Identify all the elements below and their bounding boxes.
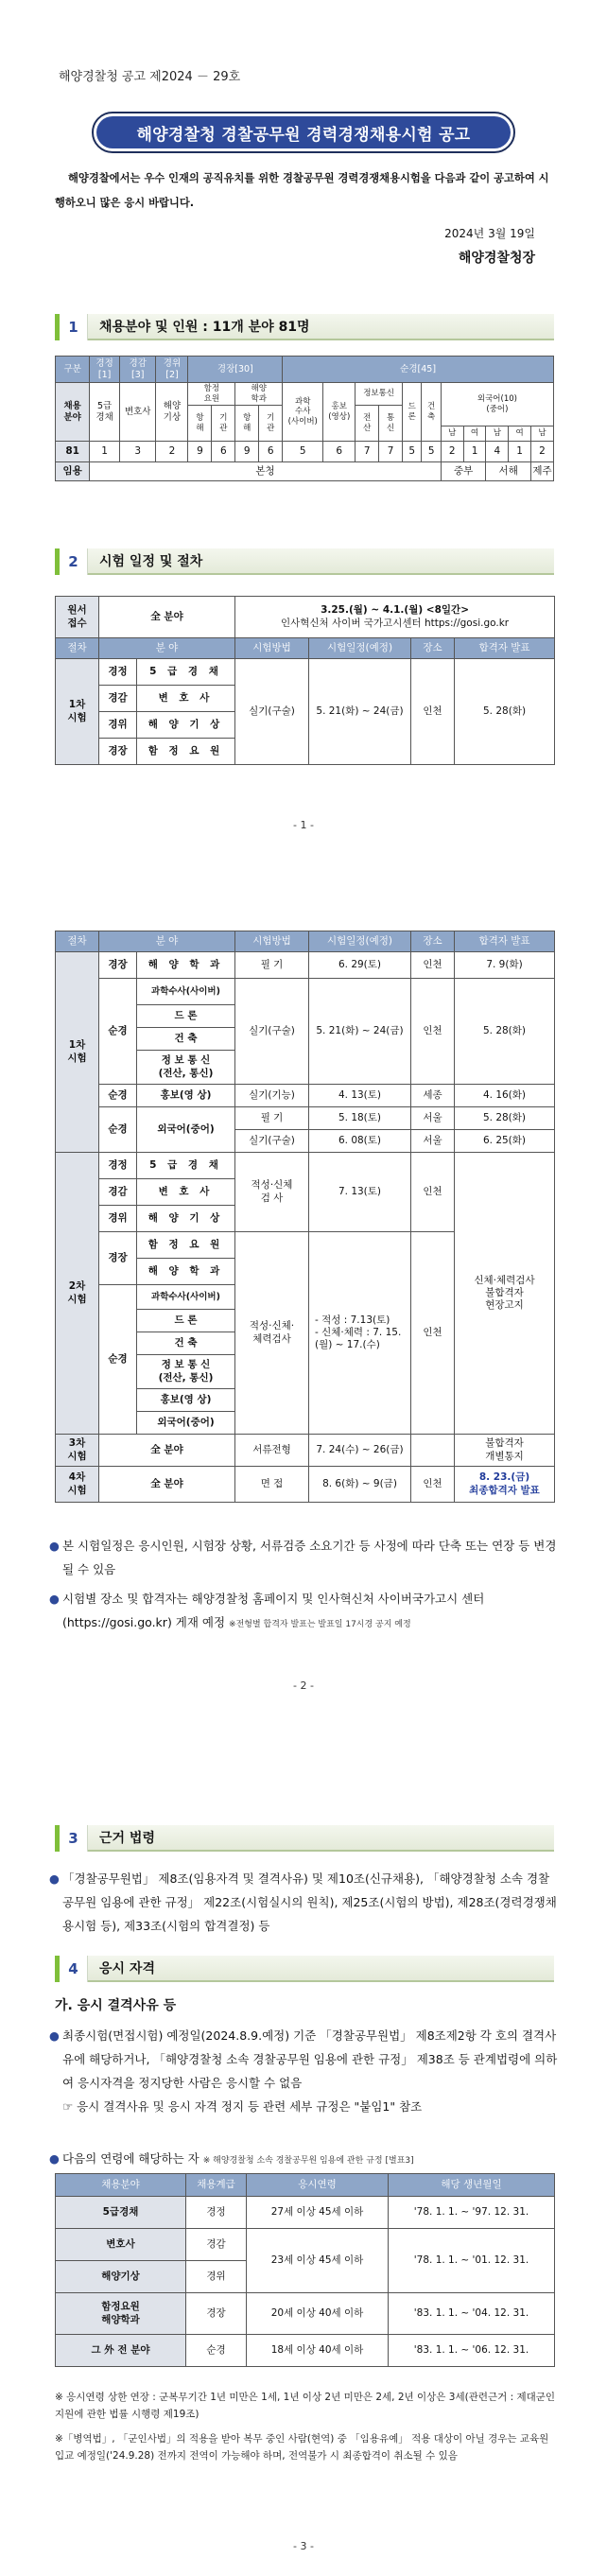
cell-hang: 항 해 [188,406,212,442]
count-cell: 5 [403,442,422,462]
wonseo-site: 인사혁신처 사이버 국가고시센터 https://gosi.go.kr [280,617,510,629]
section-number: 1 [60,314,88,340]
col-place: 장소 [411,638,455,659]
note-text: 시험별 장소 및 합격자는 해양경찰청 홈페이지 및 인사혁신처 사이버국가고시 센터(https://gosi.go.kr) 게재 예정 [62,1592,485,1629]
col-place: 장소 [411,931,455,952]
cell-seohae: 서해 [486,462,531,481]
date-cell: 6. 29(토) [309,952,411,979]
cell-gunchuk: 건 축 [422,383,441,442]
col-field: 채용분야 [56,2174,186,2197]
date-cell: 5. 21(화) ~ 24(금) [309,659,411,765]
cell-jeon: 전 산 [356,406,379,442]
col-result: 합격자 발표 [455,931,555,952]
place-cell: 서울 [411,1107,455,1130]
rank-cell: 순경 [99,1085,137,1107]
rank-cell: 경장 [99,739,137,765]
count-cell: 4 [486,442,509,462]
date-cell: 7. 13(토) [309,1153,411,1232]
result-cell: 불합격자 개별통지 [455,1435,555,1467]
age-birth: '78. 1. 1. ~ '01. 12. 31. [389,2229,555,2293]
stage-1: 1차 시험 [56,952,99,1153]
count-cell: 6 [212,442,235,462]
col-date: 시험일정(예정) [309,638,411,659]
col-gubun: 구분 [56,357,90,383]
field-cell: 과학수사(사이버) [137,1285,235,1310]
cell-jeongbo: 정보통신 [356,383,403,406]
result-cell: 5. 28(화) [455,1107,555,1130]
age-birth: '83. 1. 1. ~ '06. 12. 31. [389,2335,555,2367]
cell-bonjeong: 본청 [90,462,442,481]
qual-item [49,2147,558,2173]
final-date: 8. 23.(금) [478,1471,530,1484]
age-birth: '83. 1. 1. ~ '04. 12. 31. [389,2293,555,2335]
section-number: 4 [60,1956,88,1982]
result-cell: 7. 9(화) [455,952,555,979]
footnote-1: ※ 응시연령 상한 연장 : 군복무기간 1년 미만은 1세, 1년 이상 2년 미만은 2세, 2년 이상은 3세(관련근거 : 제대군인지원에 관한 법률 시행령 제19조) [55,2392,556,2420]
method-cell: 실기(기능) [235,1085,309,1107]
age-table [55,2173,555,2367]
col-method: 시험방법 [235,638,309,659]
age-rank: 경감 [186,2229,247,2261]
field-cell: 해 양 기 상 [137,712,235,739]
cell-gwahak: 과학 수사 (사이버) [283,383,323,442]
cell-lawyer: 변호사 [119,383,156,442]
place-cell [411,1435,455,1467]
notice-number: 해양경찰청 공고 제2024 － 29호 [59,70,241,84]
place-cell: 인천 [411,952,455,979]
rank-cell: 순경 [99,1285,137,1435]
bullet-icon: ● [49,1592,60,1606]
page-number-2: - 2 - [293,1680,314,1692]
cell-drone: 드 론 [403,383,422,442]
law-text: 「경찰공무원법」 제8조(임용자격 및 결격사유) 및 제10조(신규채용), 「해양경찰청 소속 경찰공무원 임용에 관한 규정」 제22조(시험실시의 원칙), 제25조(시험의 방법), 제28조(경력경쟁채용시험 등), 제33조(시험의 합격결정) 등 [62,1871,557,1933]
age-rank: 경장 [186,2293,247,2335]
date-cell: - 적성 : 7.13(토) - 신체·체력 : 7. 15. (월) ~ 17.(수) [309,1232,411,1435]
schedule-table-1 [55,596,555,765]
section-3-header [55,1825,554,1852]
cell-haeyang: 해양 학과 [235,383,283,406]
page-number-3: - 3 - [293,2540,314,2552]
cell-tong: 통 신 [379,406,403,442]
col-sungyeong: 순경[45] [283,357,554,383]
sub-heading: 가. 응시 결격사유 등 [55,1998,177,2013]
schedule-table-2 [55,931,555,1503]
date-cell: 8. 6(화) ~ 9(금) [309,1467,411,1503]
qual-text: 최종시험(면접시험) 예정일(2024.8.9.예정) 기준 「경찰공무원법」 제8조제2항 각 호의 결격사유에 해당하거나, 「해양경찰청 소속 경찰공무원 임용에 관한 규정」 제38조 등 관계법령에 의하여 응시자격을 정지당한 사람은 응시할 수 없음 [62,2028,558,2090]
result-cell: 신체·체력검사 불합격자 현장고지 [455,1153,555,1435]
method-cell: 적성·신체· 체력검사 [235,1232,309,1435]
age-field: 함정요원 해양학과 [56,2293,186,2335]
bullet-icon: ● [49,1539,60,1553]
col-birth: 해당 생년월일 [389,2174,555,2197]
date-cell: 5. 18(토) [309,1107,411,1130]
rank-cell: 경감 [99,1179,137,1206]
cell-imyong: 임용 [56,462,90,481]
section-number: 3 [60,1825,88,1852]
count-cell: 9 [235,442,259,462]
col-gyeongwi: 경위 [2] [156,357,188,383]
age-rank: 경정 [186,2197,247,2229]
page-title: 해양경찰청 경찰공무원 경력경쟁채용시험 공고 [96,116,511,148]
col-date: 시험일정(예정) [309,931,411,952]
col-gyeonggam: 경감 [3] [119,357,156,383]
count-cell: 1 [463,442,486,462]
stage-2: 2차 시험 [56,1153,99,1435]
count-cell: 7 [379,442,403,462]
place-cell: 서울 [411,1130,455,1153]
date-cell: 4. 13(토) [309,1085,411,1107]
date-cell: 7. 24(수) ~ 26(금) [309,1435,411,1467]
place-cell: 인천 [411,1467,455,1503]
field-cell: 건 축 [137,1028,235,1051]
method-cell: 면 접 [235,1467,309,1503]
result-cell: 4. 16(화) [455,1085,555,1107]
section-title: 근거 법령 [88,1825,554,1852]
age-rank: 경위 [186,2261,247,2293]
field-cell: 변 호 사 [137,686,235,712]
age-range: 18세 이상 40세 이하 [247,2335,389,2367]
field-cell: 홍보(영 상) [137,1085,235,1107]
rank-cell: 경장 [99,1232,137,1285]
field-cell: 과학수사(사이버) [137,979,235,1005]
age-field: 해양기상 [56,2261,186,2293]
place-cell: 인천 [411,1232,455,1435]
place-cell: 인천 [411,979,455,1085]
place-cell: 인천 [411,1153,455,1232]
qual-text: 다음의 연령에 해당하는 자 [62,2151,199,2166]
qual-sub: ☞ 응시 결격사유 및 응시 자격 정지 등 관련 세부 규정은 "붙임1" 참조 [62,2099,423,2114]
wonseo-period: 3.25.(월) ~ 4.1.(월) <8일간> [321,604,469,617]
rank-cell: 경정 [99,1153,137,1179]
note-small: ※전형별 합격자 발표는 발표일 17시경 공지 예정 [229,1620,411,1629]
col-step: 절차 [56,638,99,659]
age-birth: '78. 1. 1. ~ '97. 12. 31. [389,2197,555,2229]
cell-5geup: 5급 경채 [90,383,120,442]
cell-yeo2: 여 [509,426,531,442]
intro-text: 해양경찰에서는 우수 인재의 공직유치를 위한 경찰공무원 경력경쟁채용시험을 다음과 같이 공고하여 시행하오니 많은 응시 바랍니다. [55,172,549,209]
field-cell: 5 급 경 채 [137,659,235,686]
section-title: 응시 자격 [88,1956,554,1982]
count-cell: 9 [188,442,212,462]
footnote-2: ※「병역법」, 「군인사법」의 적용을 받아 복무 중인 사람(현역) 중 「임용유예」 적용 대상이 아닐 경우는 교육원 입교 예정일('24.9.28) 전까지 전역이 가능해야 하며, 전역불가 시 최종합격이 취소될 수 있음 [55,2433,549,2462]
rank-cell: 경위 [99,712,137,739]
method-cell: 필 기 [235,952,309,979]
cell-sea-weather: 해양 기상 [156,383,188,442]
section-1-header [55,314,554,340]
field-cell: 변 호 사 [137,1179,235,1206]
note-item [49,1534,558,1581]
result-cell: 5. 28(화) [455,659,555,765]
row-field-label: 채용 분야 [56,383,90,442]
method-cell: 적성·신체 검 사 [235,1153,309,1232]
col-field: 분 야 [99,638,235,659]
age-field: 변호사 [56,2229,186,2261]
rank-cell: 경위 [99,1206,137,1232]
cell-wonseo-info [235,597,555,638]
age-rank: 순경 [186,2335,247,2367]
count-cell: 2 [441,442,463,462]
note-text: 본 시험일정은 응시인원, 시험장 상황, 서류검증 소요기간 등 사정에 따라 단축 또는 연장 등 변경될 수 있음 [62,1539,557,1576]
col-step: 절차 [56,931,99,952]
field-cell: 외국어(중어) [137,1412,235,1435]
date-cell: 5. 21(화) ~ 24(금) [309,979,411,1085]
rank-cell: 경감 [99,686,137,712]
cell-foreign: 외국어(10) (중어) [441,383,553,426]
stage-3: 3차 시험 [56,1435,99,1467]
bullet-icon: ● [49,1871,60,1886]
place-cell: 세종 [411,1085,455,1107]
cell-jeju: 제주 [530,462,553,481]
cell-all-field: 全 분야 [99,597,235,638]
field-cell: 全 분야 [99,1467,235,1503]
method-cell: 실기(구술) [235,659,309,765]
field-cell: 드 론 [137,1005,235,1028]
method-cell: 실기(구술) [235,1130,309,1153]
count-cell: 1 [509,442,531,462]
cell-hongbo: 홍보 (영상) [323,383,356,442]
date-cell: 6. 08(토) [309,1130,411,1153]
col-rank: 채용계급 [186,2174,247,2197]
count-cell: 2 [530,442,553,462]
field-cell: 홍보(영 상) [137,1389,235,1412]
field-cell: 외국어(중어) [137,1107,235,1153]
field-cell: 해 양 기 상 [137,1206,235,1232]
stage-4: 4차 시험 [56,1467,99,1503]
col-result: 합격자 발표 [455,638,555,659]
rank-cell: 순경 [99,1107,137,1153]
field-cell: 해 양 학 과 [137,1259,235,1285]
section-4-header [55,1956,554,1982]
cell-nam: 남 [441,426,463,442]
field-cell: 5 급 경 채 [137,1153,235,1179]
qual-note: ※ 해양경찰청 소속 경찰공무원 임용에 관한 규정 [별표3] [202,2156,414,2166]
title-frame [92,112,515,153]
field-cell: 해 양 학 과 [137,952,235,979]
result-cell: 5. 28(화) [455,979,555,1085]
col-gyeongjang: 경장[30] [188,357,283,383]
section-title: 시험 일정 및 절차 [88,548,554,575]
count-cell: 5 [422,442,441,462]
count-cell: 3 [119,442,156,462]
rank-cell: 경장 [99,952,137,979]
final-label: 최종합격자 발표 [469,1484,540,1496]
col-gyeongjeong: 경정 [1] [90,357,120,383]
section-number: 2 [60,548,88,575]
cell-gi: 기 관 [212,406,235,442]
count-cell: 6 [259,442,283,462]
field-cell: 정 보 통 신 (전산, 통신) [137,1051,235,1085]
col-field: 분 야 [99,931,235,952]
col-method: 시험방법 [235,931,309,952]
cell-hang2: 항 해 [235,406,259,442]
count-cell: 6 [323,442,356,462]
result-cell [455,1467,555,1503]
age-field: 5급경채 [56,2197,186,2229]
age-range: 23세 이상 45세 이하 [247,2229,389,2293]
bullet-icon: ● [49,2028,60,2043]
method-cell: 실기(구술) [235,979,309,1085]
field-cell: 함 정 요 원 [137,739,235,765]
rank-cell: 순경 [99,979,137,1085]
law-item [49,1867,558,1938]
count-cell: 2 [156,442,188,462]
section-2-header [55,548,554,575]
col-age: 응시연령 [247,2174,389,2197]
qual-item [49,2024,558,2118]
note-item [49,1587,558,1637]
signer: 해양경찰청장 [458,251,535,266]
recruit-table [55,356,554,481]
result-cell: 6. 25(화) [455,1130,555,1153]
count-cell: 7 [356,442,379,462]
field-cell: 全 분야 [99,1435,235,1467]
age-field: 그 外 전 분야 [56,2335,186,2367]
cell-hamjeong: 함정 요원 [188,383,235,406]
stage-1: 1차 시험 [56,659,99,765]
cell-nam3: 남 [530,426,553,442]
bullet-icon: ● [49,2151,60,2166]
method-cell: 필 기 [235,1107,309,1130]
age-range: 27세 이상 45세 이하 [247,2197,389,2229]
method-cell: 서류전형 [235,1435,309,1467]
section-title: 채용분야 및 인원 : 11개 분야 81명 [88,314,554,340]
field-cell: 함 정 요 원 [137,1232,235,1259]
cell-gi2: 기 관 [259,406,283,442]
count-cell: 5 [283,442,323,462]
cell-yeo: 여 [463,426,486,442]
age-range: 20세 이상 40세 이하 [247,2293,389,2335]
count-cell: 1 [90,442,120,462]
cell-wonseo: 원서 접수 [56,597,99,638]
field-cell: 정 보 통 신 (전산, 통신) [137,1355,235,1389]
cell-jungbu: 중부 [441,462,486,481]
rank-cell: 경정 [99,659,137,686]
field-cell: 드 론 [137,1310,235,1332]
cell-total: 81 [56,442,90,462]
cell-nam2: 남 [486,426,509,442]
place-cell: 인천 [411,659,455,765]
field-cell: 건 축 [137,1332,235,1355]
page-number-1: - 1 - [293,819,314,831]
notice-date: 2024년 3월 19일 [444,227,535,240]
